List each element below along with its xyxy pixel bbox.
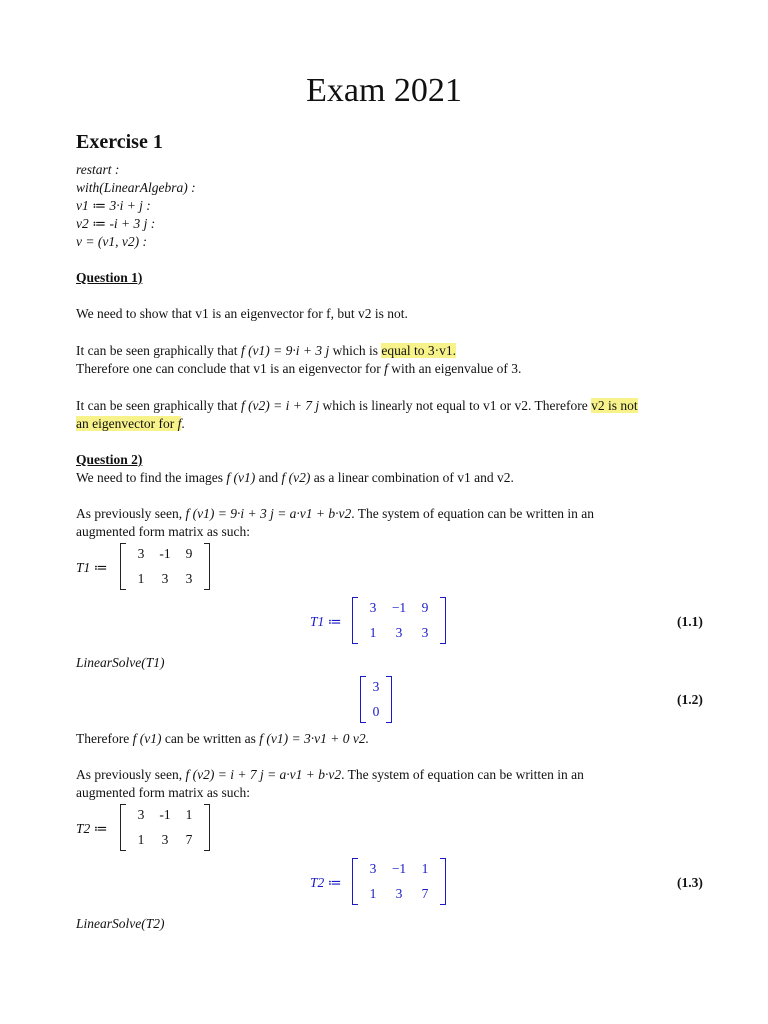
- q1-p2-math: f (v1) = 9·i + 3 j: [240, 343, 330, 358]
- q2-p4-post: . The system of equation can be written in an: [341, 767, 584, 782]
- t2-output-cell: 1: [421, 861, 429, 876]
- t1-cell: 9: [185, 546, 193, 561]
- q1-p3-post: with an eigenvalue of 3.: [387, 361, 522, 376]
- q2-paragraph-2: [76, 505, 594, 523]
- t2-cell: 3: [161, 832, 169, 847]
- q2-paragraph-2-line-2: augmented form matrix as such:: [76, 524, 250, 539]
- equation-number-1-3: (1.3): [677, 875, 703, 890]
- t1-cell: 1: [137, 571, 145, 586]
- solution-1-cell: 0: [372, 704, 380, 719]
- q2-paragraph-4-line-2: augmented form matrix as such:: [76, 785, 250, 800]
- q1-p4-end: .: [181, 416, 185, 431]
- q2-p1-math-1: f (v1): [226, 470, 256, 485]
- q1-p4-mid: which is linearly not equal to v1 or v2. Therefore: [319, 398, 592, 413]
- t2-output-cell: 7: [421, 886, 429, 901]
- q2-p4-math: f (v2) = i + 7 j = a·v1 + b·v2: [185, 767, 342, 782]
- q1-paragraph-1: We need to show that v1 is an eigenvector for f, but v2 is not.: [76, 306, 408, 321]
- q1-p4-math: f (v2) = i + 7 j: [240, 398, 320, 413]
- document-title: Exam 2021: [306, 72, 462, 109]
- code-line-restart: restart :: [76, 162, 120, 177]
- t2-cell: 7: [185, 832, 193, 847]
- t2-output-cell: 1: [369, 886, 377, 901]
- t1-output-cell: 1: [369, 625, 377, 640]
- q1-paragraph-3: [76, 360, 521, 378]
- t2-output-cell: −1: [391, 861, 407, 876]
- t1-output-cell: 9: [421, 600, 429, 615]
- code-line-v: v = (v1, v2) :: [76, 234, 147, 249]
- q2-p2-math: f (v1) = 9·i + 3 j = a·v1 + b·v2: [185, 506, 352, 521]
- t2-matrix: [120, 804, 210, 851]
- q2-p2-post: . The system of equation can be written in an: [351, 506, 594, 521]
- t1-output-matrix: [352, 597, 446, 644]
- q1-p2-mid: which is: [329, 343, 382, 358]
- q2-p3-text: Therefore: [76, 731, 133, 746]
- q1-p4-f: f: [177, 416, 182, 431]
- t1-matrix: [120, 543, 210, 590]
- t1-cell: -1: [159, 546, 171, 561]
- t2-output-label: T2 ≔: [310, 875, 342, 890]
- t2-cell: 1: [185, 807, 193, 822]
- t2-output-matrix: [352, 858, 446, 905]
- q1-p4-highlight-1: v2 is not: [591, 398, 638, 413]
- code-line-v1: v1 ≔ 3·i + j :: [76, 198, 151, 213]
- t1-output-label: T1 ≔: [310, 614, 342, 629]
- q1-p4-text: It can be seen graphically that: [76, 398, 241, 413]
- t1-cell: 3: [161, 571, 169, 586]
- q1-p2-highlight: equal to 3·v1.: [381, 343, 457, 358]
- q2-p1-math-2: f (v2): [281, 470, 311, 485]
- q2-p1-post: as a linear combination of v1 and v2.: [310, 470, 514, 485]
- t1-label: T1 ≔: [76, 560, 108, 575]
- t1-output-cell: 3: [369, 600, 377, 615]
- code-line-v2: v2 ≔ -i + 3 j :: [76, 216, 156, 231]
- question-2-heading: Question 2): [76, 452, 143, 467]
- q1-p3-text: Therefore one can conclude that v1 is an eigenvector for: [76, 361, 385, 376]
- q1-paragraph-2: [76, 342, 456, 360]
- solution-1-cell: 3: [372, 679, 380, 694]
- q2-paragraph-4: [76, 766, 584, 784]
- t1-output-cell: 3: [421, 625, 429, 640]
- equation-number-1-2: (1.2): [677, 692, 703, 707]
- q1-p4-hl2-text: an eigenvector for: [76, 416, 178, 431]
- q1-p2-text: It can be seen graphically that: [76, 343, 241, 358]
- t1-cell: 3: [137, 546, 145, 561]
- linearsolve-t1: LinearSolve(T1): [76, 655, 165, 670]
- q2-p1-and: and: [255, 470, 282, 485]
- t1-cell: 3: [185, 571, 193, 586]
- q1-paragraph-4-line-2: [76, 415, 185, 433]
- t2-output-cell: 3: [369, 861, 377, 876]
- q2-p3-math-2: f (v1) = 3·v1 + 0 v2.: [259, 731, 369, 746]
- code-line-with: with(LinearAlgebra) :: [76, 180, 196, 195]
- q1-p3-f: f: [384, 361, 388, 376]
- q1-paragraph-4: [76, 397, 638, 415]
- t2-cell: -1: [159, 807, 171, 822]
- solution-1-vector: [360, 676, 392, 723]
- t2-label: T2 ≔: [76, 821, 108, 836]
- t2-output-cell: 3: [395, 886, 403, 901]
- q2-p3-mid: can be written as: [161, 731, 260, 746]
- q2-p1-text: We need to find the images: [76, 470, 227, 485]
- q2-paragraph-3: [76, 730, 369, 748]
- t2-cell: 3: [137, 807, 145, 822]
- q2-p3-math-1: f (v1): [132, 731, 162, 746]
- t1-output-cell: 3: [395, 625, 403, 640]
- q2-paragraph-1: [76, 469, 514, 487]
- exercise-heading: Exercise 1: [76, 131, 163, 153]
- equation-number-1-1: (1.1): [677, 614, 703, 629]
- q1-p4-highlight-2: [76, 416, 181, 431]
- t2-cell: 1: [137, 832, 145, 847]
- q2-p4-text: As previously seen,: [76, 767, 186, 782]
- t1-output-cell: −1: [391, 600, 407, 615]
- question-1-heading: Question 1): [76, 270, 143, 285]
- q2-p2-text: As previously seen,: [76, 506, 186, 521]
- linearsolve-t2: LinearSolve(T2): [76, 916, 165, 931]
